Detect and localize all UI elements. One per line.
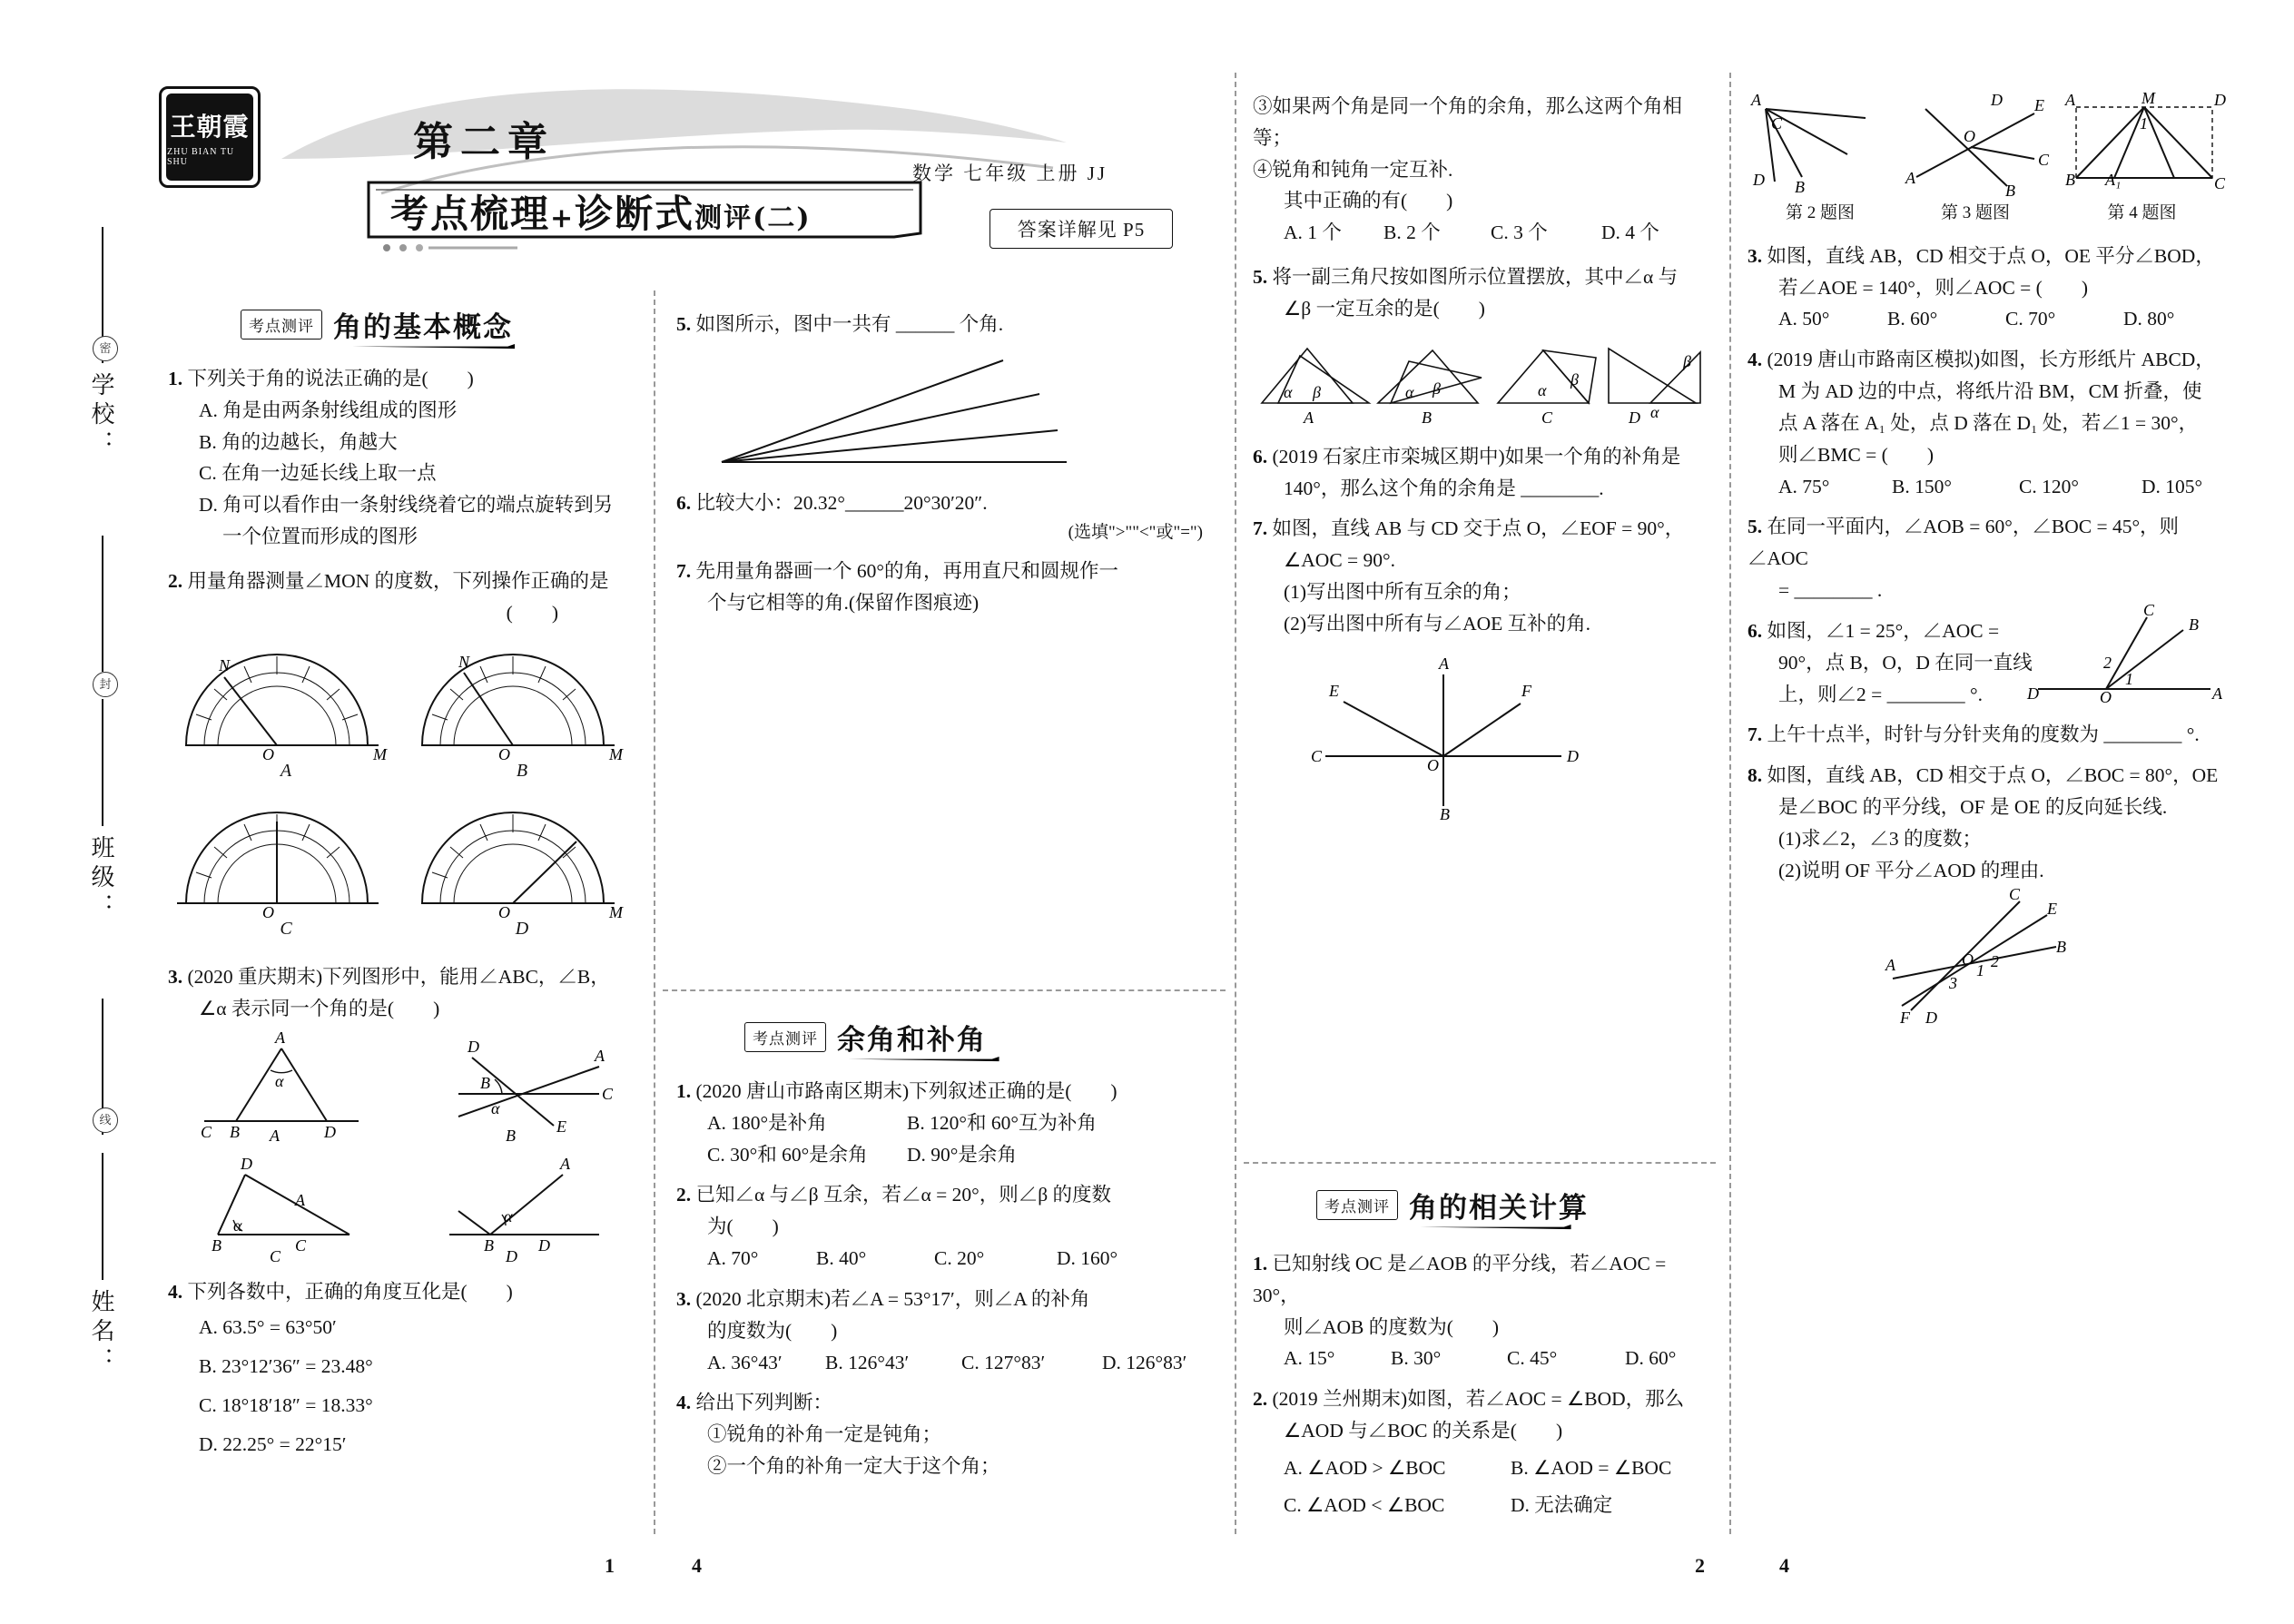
option: C. 120° <box>2019 475 2079 497</box>
svg-text:D: D <box>1567 746 1579 765</box>
publisher-logo <box>159 86 261 188</box>
question-text: 已知∠α 与∠β 互余，若∠α = 20°，则∠β 的度数 <box>695 1184 1112 1206</box>
reference-figures-row <box>1748 91 2229 228</box>
angle-figure-q8 <box>1875 884 2102 1029</box>
question-4-3 <box>1748 241 2229 335</box>
svg-text:α: α <box>504 1207 513 1226</box>
section-rule <box>744 1057 1108 1062</box>
question-s3-2 <box>1253 1383 1716 1521</box>
figure-caption: 第 3 题图 <box>1940 203 2010 222</box>
svg-text:A: A <box>595 1047 605 1066</box>
question-text: (2020 北京期末)若∠A = 53°17′，则∠A 的补角 <box>695 1287 1090 1310</box>
question-number: 7. <box>676 560 692 583</box>
protractor-figure-a <box>168 636 404 785</box>
section-complementary-supplementary <box>744 1017 1108 1057</box>
option: D. 105° <box>2141 475 2203 497</box>
section-title: 角的基本概念 <box>333 311 513 344</box>
question-text: 比较大小：20.32°______20°30′20″. <box>695 491 988 514</box>
svg-text:α: α <box>1284 382 1293 401</box>
question-text: (2019 唐山市路南区模拟)如图，长方形纸片 ABCD， <box>1767 349 2215 371</box>
svg-text:E: E <box>2047 899 2057 918</box>
banner-text <box>390 184 812 239</box>
question-number: 2. <box>676 1184 692 1206</box>
figure-caption: A <box>270 1127 280 1146</box>
question-number: 3. <box>1748 244 1763 267</box>
section-tag: 考点测评 <box>744 1022 826 1052</box>
svg-text:E: E <box>556 1117 566 1137</box>
fig-label-n: N <box>458 652 470 671</box>
svg-text:B: B <box>480 1074 490 1093</box>
question-number: 7. <box>1253 517 1268 540</box>
fig-label-m: M <box>609 744 623 763</box>
option: D. 22.25° = 22°15′ <box>199 1432 347 1455</box>
svg-text:E: E <box>2034 96 2044 114</box>
option: C. 20° <box>934 1247 985 1270</box>
footer-left-page: 1 <box>605 1554 615 1577</box>
option: C. 18°18′18″ = 18.33° <box>199 1393 373 1416</box>
svg-text:D: D <box>241 1155 252 1174</box>
option: B. 120°和 60°互为补角 <box>907 1111 1097 1134</box>
svg-text:B: B <box>484 1236 494 1255</box>
svg-text:B: B <box>2005 182 2015 200</box>
column-4 <box>1748 91 2229 1038</box>
fig-label-m: M <box>373 744 387 763</box>
question-number: 1. <box>676 1080 692 1102</box>
banner-plus: + <box>550 202 576 234</box>
sub-question: (2)写出图中所有与∠AOE 互补的角. <box>1284 612 1591 635</box>
option: B. 2 个 <box>1383 221 1441 244</box>
section-rule <box>241 344 631 349</box>
question-text: 给出下列判断： <box>695 1392 833 1414</box>
section-title: 角的相关计算 <box>1409 1192 1589 1225</box>
column-1 <box>168 363 640 1473</box>
svg-text:1: 1 <box>2125 669 2133 688</box>
svg-text:A: A <box>2212 684 2222 703</box>
margin-label-class: 班级： <box>88 835 114 922</box>
svg-text:α: α <box>275 1072 284 1091</box>
protractor-figure-c <box>168 794 404 943</box>
svg-text:C: C <box>1771 114 1783 133</box>
question-text-line2: 90°，点 B，O，D 在同一直线 <box>1778 651 2033 674</box>
question-text-line2: 是∠BOC 的平分线，OF 是 OE 的反向延长线. <box>1778 796 2168 819</box>
margin-mark-feng: 封 <box>93 672 118 697</box>
svg-text:C: C <box>201 1123 212 1142</box>
svg-text:D: D <box>2214 91 2226 109</box>
question-text-line2: 为( ) <box>707 1216 779 1238</box>
protractor-figure-group <box>168 636 640 944</box>
sub-question: (1)求∠2，∠3 的度数； <box>1778 827 1982 850</box>
q3-figure-row-1 <box>168 1030 640 1144</box>
svg-text:C: C <box>295 1236 307 1255</box>
question-number: 8. <box>1748 764 1763 787</box>
question-hint: (选填">""<"或"=") <box>1068 522 1203 542</box>
fig-label-m: M <box>609 903 623 922</box>
figure-block-q3 <box>1898 91 2053 228</box>
svg-text:C: C <box>1541 408 1553 427</box>
angle-figure-q6 <box>2020 600 2229 712</box>
judgement-item: ①锐角的补角一定是钝角； <box>707 1423 942 1446</box>
question-text: 下列关于角的说法正确的是( ) <box>187 368 474 389</box>
triangle-rulers-figure <box>1253 330 1716 430</box>
svg-text:β: β <box>1313 382 1321 401</box>
svg-text:M: M <box>2141 89 2155 107</box>
continued-item: ④锐角和钝角一定互补. <box>1253 158 1453 181</box>
svg-text:O: O <box>1962 950 1974 969</box>
option: C. 45° <box>1507 1347 1558 1370</box>
question-text-line2: 则∠AOB 的度数为( ) <box>1284 1315 1500 1338</box>
svg-text:1: 1 <box>1976 960 1984 979</box>
question-number: 1. <box>1253 1253 1268 1275</box>
question-text: 下列各数中，正确的角度互化是( ) <box>187 1281 513 1304</box>
question-text: 用量角器测量∠MON 的度数，下列操作正确的是 <box>187 569 609 592</box>
answer-blank: ( ) <box>506 601 558 624</box>
option: D. 60° <box>1625 1347 1677 1370</box>
question-text: 如图所示，图中一共有 ______ 个角. <box>695 313 1004 335</box>
svg-text:C: C <box>2038 151 2050 169</box>
row-separator-col3 <box>1244 1162 1716 1164</box>
q3-figure-b <box>404 1030 631 1144</box>
figure-caption: C <box>280 919 292 940</box>
svg-text:D: D <box>1629 408 1640 427</box>
footer-left-total: 4 <box>692 1554 702 1577</box>
option: D. 80° <box>2123 308 2175 330</box>
option: B. ∠AOD = ∠BOC <box>1511 1456 1672 1479</box>
question-text: 已知射线 OC 是∠AOB 的平分线，若∠AOC = 30°， <box>1253 1253 1667 1306</box>
option: A. 1 个 <box>1284 221 1342 244</box>
option-continued: 一个位置而形成的图形 <box>222 526 418 548</box>
svg-text:B: B <box>230 1123 240 1142</box>
svg-text:C: C <box>2143 600 2155 619</box>
fig-label-o: O <box>262 903 274 922</box>
svg-text:C: C <box>2009 884 2021 903</box>
svg-text:A: A <box>295 1191 305 1210</box>
intersecting-lines-figure <box>1289 647 1634 823</box>
question-number: 7. <box>1748 723 1763 746</box>
q3-figure-c <box>168 1155 395 1264</box>
answer-reference-box: 答案详解见 P5 <box>989 209 1173 249</box>
svg-text:A: A <box>1885 955 1895 974</box>
protractor-figure-d <box>404 794 640 943</box>
svg-text:D: D <box>468 1038 479 1057</box>
option: A. ∠AOD > ∠BOC <box>1284 1456 1446 1479</box>
option: D. 4 个 <box>1601 221 1659 244</box>
option: D. 无法确定 <box>1511 1493 1613 1516</box>
svg-text:C: C <box>1311 746 1323 765</box>
option: B. 60° <box>1887 308 1938 330</box>
svg-text:D: D <box>538 1236 550 1255</box>
figure-caption: B <box>506 1127 516 1146</box>
question-text: (2019 石家庄市栾城区期中)如果一个角的补角是 <box>1272 445 1681 468</box>
column-separator-3 <box>1729 73 1731 1534</box>
question-s2-1 <box>676 1076 1212 1170</box>
question-3-6 <box>1253 441 1716 505</box>
question-text-line2: ∠α 表示同一个角的是( ) <box>199 998 440 1020</box>
continued-question-line: 其中正确的有( ) <box>1284 190 1453 212</box>
column-3-lower <box>1253 1248 1716 1530</box>
question-4-5 <box>1748 511 2229 605</box>
option: D. 126°83′ <box>1102 1351 1187 1373</box>
question-1-3 <box>168 961 640 1264</box>
row-separator-col2 <box>663 989 1226 991</box>
question-text-line3: 点 A 落在 A₁ 处，点 D 落在 D₁ 处，若∠1 = 30°， <box>1778 411 2199 434</box>
svg-text:B: B <box>1795 178 1805 196</box>
continued-item: ③如果两个角是同一个角的余角，那么这两个角相等； <box>1253 95 1683 149</box>
option: C. 3 个 <box>1491 221 1548 244</box>
question-text-line2: ∠β 一定互余的是( ) <box>1284 297 1485 320</box>
svg-text:3: 3 <box>1949 973 1957 992</box>
chapter-title: 第二章 <box>413 119 555 165</box>
svg-text:A: A <box>1751 91 1761 109</box>
q3-figure-row-2 <box>168 1155 640 1264</box>
option: A. 180°是补角 <box>707 1111 827 1134</box>
option: B. 126°43′ <box>825 1351 910 1373</box>
svg-text:A: A <box>1439 654 1449 673</box>
question-number: 6. <box>676 491 692 514</box>
question-text-line2: 140°，那么这个角的余角是 ________. <box>1284 477 1604 499</box>
question-text: 在同一平面内，∠AOB = 60°，∠BOC = 45°，则∠AOC <box>1748 516 2180 570</box>
section-rule <box>1316 1225 1679 1230</box>
option: C. 70° <box>2005 308 2056 330</box>
option: A. 15° <box>1284 1347 1335 1370</box>
section-tag: 考点测评 <box>1316 1190 1398 1220</box>
protractor-figure-b <box>404 636 640 785</box>
question-s2-4 <box>676 1387 1212 1481</box>
option: B. 150° <box>1892 475 1952 497</box>
fig-label-n: N <box>219 655 231 674</box>
option: A. 50° <box>1778 308 1830 330</box>
svg-text:B: B <box>2065 171 2075 189</box>
option: A. 70° <box>707 1247 759 1270</box>
logo-sub-text: ZHU BIAN TU SHU <box>167 147 235 167</box>
question-text: (2020 重庆期末)下列图形中，能用∠ABC，∠B， <box>187 966 610 989</box>
question-number: 6. <box>1253 445 1268 468</box>
option: B. 40° <box>816 1247 867 1270</box>
question-1-4 <box>168 1276 640 1464</box>
option: A. 角是由两条射线组成的图形 <box>199 399 458 421</box>
figure-block-q2 <box>1748 91 1893 228</box>
svg-text:α: α <box>233 1216 242 1235</box>
figure-caption: 第 4 题图 <box>2107 203 2177 222</box>
banner-main: 考点梳理 <box>390 192 551 236</box>
question-number: 4. <box>1748 349 1763 371</box>
footer-right-page: 2 <box>1695 1554 1705 1577</box>
question-text-line2: 的度数为( ) <box>707 1319 838 1342</box>
question-number: 2. <box>168 569 183 592</box>
svg-text:1: 1 <box>2140 114 2148 133</box>
question-text: 先用量角器画一个 60°的角，再用直尺和圆规作一 <box>695 560 1118 583</box>
question-text-line2: 个与它相等的角.(保留作图痕迹) <box>707 592 980 615</box>
column-3 <box>1253 91 1716 829</box>
svg-text:A: A <box>560 1155 570 1174</box>
fig-label-o: O <box>262 744 274 763</box>
margin-mark-xian: 线 <box>93 1107 118 1133</box>
figure-caption: D <box>515 919 529 940</box>
question-number: 5. <box>1748 516 1763 538</box>
svg-text:D: D <box>1925 1008 1937 1027</box>
margin-mark-mi: 密 <box>93 336 118 361</box>
question-number: 4. <box>676 1392 692 1414</box>
svg-text:α: α <box>491 1099 500 1118</box>
question-s3-1 <box>1253 1248 1716 1374</box>
question-3-7 <box>1253 513 1716 823</box>
svg-text:F: F <box>1521 681 1531 700</box>
svg-text:B: B <box>2056 937 2066 956</box>
banner-dots-decoration <box>381 243 517 252</box>
svg-text:F: F <box>1900 1008 1910 1027</box>
figure-caption: D <box>506 1247 517 1266</box>
footer-right-total: 4 <box>1779 1554 1789 1577</box>
question-text: 如图，∠1 = 25°，∠AOC = <box>1767 619 2000 642</box>
svg-text:β: β <box>1433 379 1441 398</box>
question-text-line3: 上，则∠2 = ________ °. <box>1778 683 1983 705</box>
question-text-line2: = ________ . <box>1778 579 1883 602</box>
question-number: 3. <box>168 966 183 989</box>
svg-text:A: A <box>1304 408 1314 427</box>
section-tag: 考点测评 <box>241 310 322 340</box>
angle-count-figure <box>704 353 1085 471</box>
margin-label-school: 学校： <box>88 372 114 459</box>
figure-caption: C <box>270 1247 281 1266</box>
question-number: 1. <box>168 368 183 389</box>
question-1-2 <box>168 566 640 943</box>
option: C. 在角一边延长线上取一点 <box>199 462 437 485</box>
question-4-4 <box>1748 344 2229 502</box>
question-4-7 <box>1748 719 2229 751</box>
figure-caption: 第 2 题图 <box>1785 203 1855 222</box>
question-text: (2019 兰州期末)如图，若∠AOC = ∠BOD，那么 <box>1272 1388 1685 1411</box>
logo-main-text: 王朝霞 <box>170 113 250 142</box>
svg-text:B: B <box>2189 615 2199 634</box>
banner-tail: 测评(二) <box>694 202 812 234</box>
judgement-item: ②一个角的补角一定大于这个角； <box>707 1455 1000 1478</box>
svg-text:α: α <box>1405 382 1414 401</box>
figure-caption: B <box>516 760 528 781</box>
question-number: 2. <box>1253 1388 1268 1411</box>
fig-label-o: O <box>498 744 510 763</box>
svg-text:α: α <box>1538 380 1547 399</box>
svg-text:O: O <box>1964 127 1975 145</box>
option: C. ∠AOD < ∠BOC <box>1284 1493 1445 1516</box>
section-angle-calculations <box>1316 1185 1679 1225</box>
question-number: 6. <box>1748 619 1763 642</box>
question-text: 如图，直线 AB，CD 相交于点 O，∠BOC = 80°，OE <box>1767 764 2219 787</box>
column-2-lower <box>676 1076 1212 1491</box>
question-2-6 <box>676 487 1212 547</box>
question-number: 4. <box>168 1281 183 1304</box>
option: A. 75° <box>1778 475 1830 497</box>
svg-text:α: α <box>1650 402 1659 421</box>
question-text-line2: ∠AOC = 90°. <box>1284 549 1396 572</box>
option: D. 160° <box>1057 1247 1118 1270</box>
svg-text:2: 2 <box>1991 951 1999 970</box>
svg-text:O: O <box>1427 755 1439 774</box>
question-s2-3 <box>676 1284 1212 1378</box>
margin-label-name: 姓名： <box>88 1289 114 1376</box>
option: C. 127°83′ <box>961 1351 1046 1373</box>
svg-text:D: D <box>1991 91 2003 109</box>
question-4-6 <box>1748 600 2229 710</box>
sub-question: (2)说明 OF 平分∠AOD 的理由. <box>1778 859 2044 881</box>
option: A. 36°43′ <box>707 1351 783 1373</box>
svg-text:A: A <box>275 1029 285 1048</box>
column-separator-2 <box>1235 73 1236 1534</box>
svg-text:E: E <box>1329 681 1339 700</box>
svg-text:D: D <box>324 1123 336 1142</box>
question-text-line4: 则∠BMC = ( ) <box>1778 443 1934 466</box>
question-2-7 <box>676 556 1212 619</box>
question-1-1 <box>168 363 640 553</box>
sub-question: (1)写出图中所有互余的角； <box>1284 581 1521 604</box>
svg-text:B: B <box>1440 804 1450 823</box>
svg-text:O: O <box>2100 687 2112 706</box>
question-3-5 <box>1253 261 1716 430</box>
option: C. 30°和 60°是余角 <box>707 1143 868 1166</box>
option: B. 23°12′36″ = 23.48° <box>199 1354 373 1377</box>
question-text-line2: M 为 AD 边的中点，将纸片沿 BM，CM 折叠，使 <box>1778 380 2202 403</box>
question-s2-2 <box>676 1179 1212 1274</box>
question-text: 如图，直线 AB，CD 相交于点 O，OE 平分∠BOD， <box>1767 244 2215 267</box>
question-4-8 <box>1748 760 2229 1028</box>
question-text-line2: ∠AOD 与∠BOC 的关系是( ) <box>1284 1420 1563 1442</box>
question-number: 5. <box>1253 266 1268 289</box>
margin-column <box>54 109 127 1471</box>
question-text: 上午十点半，时针与分针夹角的度数为 ________ °. <box>1767 723 2200 746</box>
book-meta: 数学 七年级 上册 JJ <box>912 162 1108 184</box>
option: D. 90°是余角 <box>907 1143 1017 1166</box>
question-text: (2020 唐山市路南区期末)下列叙述正确的是( ) <box>695 1080 1117 1102</box>
svg-text:B: B <box>212 1236 222 1255</box>
q3-figure-a <box>168 1030 395 1144</box>
svg-text:D: D <box>2027 684 2039 703</box>
question-text: 将一副三角尺按如图所示位置摆放，其中∠α 与 <box>1272 266 1679 289</box>
figure-block-q4 <box>2058 91 2226 228</box>
title-banner <box>363 177 926 242</box>
banner-second: 诊断式 <box>575 192 695 236</box>
svg-text:A₁: A₁ <box>2105 171 2122 189</box>
question-number: 5. <box>676 313 692 335</box>
column-separator-1 <box>654 290 655 1534</box>
question-2-5 <box>676 309 1212 471</box>
svg-text:2: 2 <box>2103 653 2112 672</box>
option: A. 63.5° = 63°50′ <box>199 1315 337 1338</box>
question-text-line2: 若∠AOE = 140°，则∠AOC = ( ) <box>1778 276 2088 299</box>
question-text: 如图，直线 AB 与 CD 交于点 O，∠EOF = 90°， <box>1272 517 1685 540</box>
svg-text:β: β <box>1683 351 1691 370</box>
question-number: 3. <box>676 1287 692 1310</box>
q3-figure-d <box>404 1155 631 1264</box>
svg-text:β: β <box>1570 369 1579 389</box>
fig-label-o: O <box>498 903 510 922</box>
option: B. 角的边越长，角越大 <box>199 430 398 453</box>
section-title: 余角和补角 <box>837 1024 987 1057</box>
column-2 <box>676 309 1212 628</box>
option: D. 角可以看作由一条射线绕着它的端点旋转到另 <box>199 494 614 517</box>
section-angle-basics <box>241 304 631 344</box>
svg-text:D: D <box>1753 171 1765 189</box>
svg-text:C: C <box>602 1085 614 1104</box>
svg-text:C: C <box>2214 174 2226 192</box>
svg-text:B: B <box>1422 408 1432 427</box>
figure-caption: A <box>280 760 292 781</box>
svg-text:A: A <box>1905 169 1915 187</box>
option: B. 30° <box>1391 1347 1442 1370</box>
svg-text:A: A <box>2065 91 2075 109</box>
